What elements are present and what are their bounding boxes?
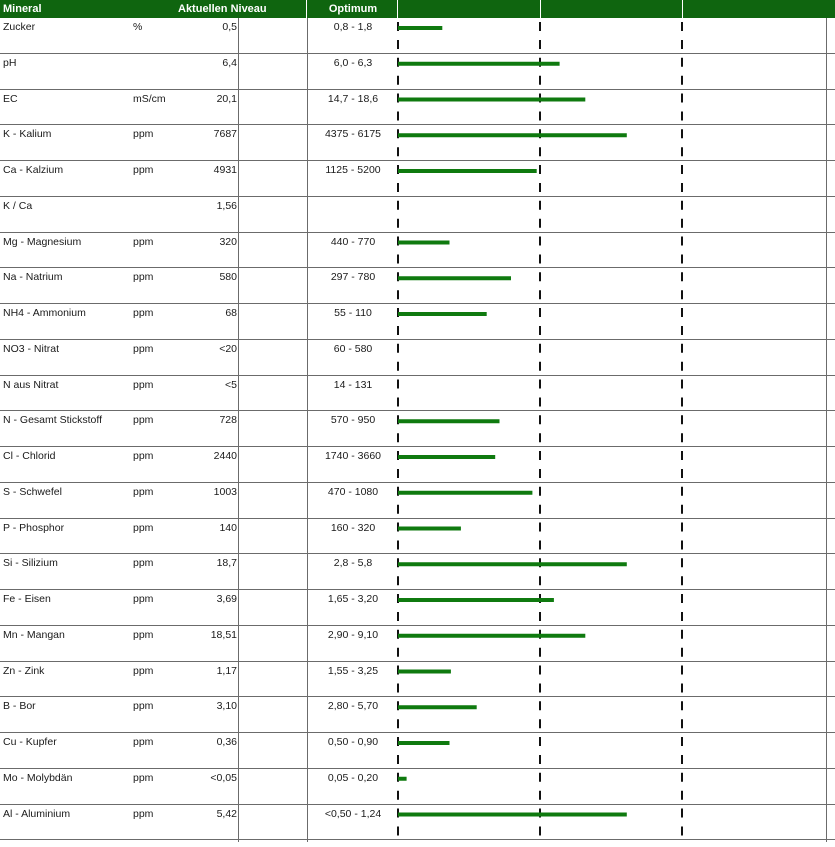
current-value: 6,4 <box>222 56 237 69</box>
mineral-name: Si - Silizium <box>3 557 58 570</box>
mineral-name: EC <box>3 92 18 105</box>
level-bar <box>398 813 627 817</box>
unit-label: mS/cm <box>133 92 166 105</box>
mineral-name: S - Schwefel <box>3 485 62 498</box>
optimum-range: 1740 - 3660 <box>324 450 382 462</box>
current-value: 18,7 <box>216 557 237 570</box>
level-bar <box>398 491 532 495</box>
unit-label: ppm <box>133 557 154 570</box>
current-value: 2440 <box>213 450 237 462</box>
unit-label: ppm <box>133 378 154 391</box>
current-value: <0,05 <box>210 771 237 784</box>
current-value: 1,17 <box>216 664 237 677</box>
level-bar <box>398 312 487 316</box>
unit-label: ppm <box>133 700 154 713</box>
level-bar <box>398 62 560 66</box>
level-bar <box>398 276 511 280</box>
optimum-range: 2,90 - 9,10 <box>327 628 379 641</box>
level-bar <box>398 527 461 531</box>
level-bar <box>398 455 495 459</box>
mineral-name: Zn - Zink <box>3 664 45 677</box>
mineral-name: K / Ca <box>3 199 33 212</box>
unit-label: ppm <box>133 628 154 641</box>
mineral-name: NH4 - Ammonium <box>3 307 86 319</box>
current-value: 0,5 <box>222 21 237 33</box>
mineral-name: Al - Aluminium <box>3 807 71 820</box>
level-bar <box>398 133 627 137</box>
optimum-range: 0,05 - 0,20 <box>327 771 379 784</box>
optimum-range: 60 - 580 <box>333 342 373 355</box>
level-bar <box>398 562 627 566</box>
level-bar <box>398 26 442 30</box>
level-bar <box>398 241 450 245</box>
optimum-range: 2,8 - 5,8 <box>333 557 373 570</box>
header-current-level: Aktuellen Niveau <box>178 3 267 15</box>
header-optimum: Optimum <box>328 3 378 15</box>
mineral-name: Cu - Kupfer <box>3 736 57 748</box>
current-value: 3,69 <box>216 593 237 605</box>
current-value: <5 <box>225 378 237 391</box>
level-bar <box>398 598 554 602</box>
optimum-range: 14,7 - 18,6 <box>327 92 379 105</box>
unit-label: ppm <box>133 593 154 605</box>
optimum-range: 55 - 110 <box>334 307 372 319</box>
unit-label: ppm <box>133 414 154 427</box>
unit-label: ppm <box>133 235 154 248</box>
mineral-name: N - Gesamt Stickstoff <box>3 414 102 427</box>
optimum-range: <0,50 - 1,24 <box>324 807 382 820</box>
optimum-range: 0,8 - 1,8 <box>333 21 373 33</box>
unit-label: ppm <box>133 128 154 141</box>
current-value: 4931 <box>213 164 237 176</box>
unit-label: ppm <box>133 771 154 784</box>
optimum-range: 297 - 780 <box>330 271 376 284</box>
unit-label: ppm <box>133 450 154 462</box>
unit-label: ppm <box>133 736 154 748</box>
current-value: 140 <box>219 521 237 534</box>
level-bar <box>398 705 477 709</box>
mineral-name: Mo - Molybdän <box>3 771 73 784</box>
optimum-range: 440 - 770 <box>330 235 376 248</box>
optimum-range: 470 - 1080 <box>327 485 379 498</box>
mineral-name: Mg - Magnesium <box>3 235 82 248</box>
optimum-range: 2,80 - 5,70 <box>327 700 379 713</box>
level-bar <box>398 98 585 102</box>
mineral-name: pH <box>3 56 17 69</box>
current-value: 20,1 <box>216 92 237 105</box>
mineral-name: Na - Natrium <box>3 271 63 284</box>
optimum-range: 1,55 - 3,25 <box>327 664 379 677</box>
current-value: 1,56 <box>216 199 237 212</box>
unit-label: ppm <box>133 485 154 498</box>
mineral-name: P - Phosphor <box>3 521 65 534</box>
current-value: 1003 <box>213 485 237 498</box>
mineral-name: NO3 - Nitrat <box>3 342 60 355</box>
optimum-range: 0,50 - 0,90 <box>327 736 379 748</box>
level-bar <box>398 419 500 423</box>
level-bar <box>398 169 537 173</box>
mineral-name: Cl - Chlorid <box>3 450 56 462</box>
mineral-name: B - Bor <box>3 700 36 713</box>
optimum-range: 570 - 950 <box>330 414 376 427</box>
level-bar <box>398 670 451 674</box>
current-value: <20 <box>219 342 237 355</box>
optimum-range: 4375 - 6175 <box>324 128 382 141</box>
current-value: 580 <box>219 271 237 284</box>
mineral-name: Zucker <box>3 21 36 33</box>
unit-label: ppm <box>133 342 154 355</box>
current-value: 7687 <box>213 128 237 141</box>
current-value: 5,42 <box>216 807 237 820</box>
mineral-name: Fe - Eisen <box>3 593 51 605</box>
current-value: 320 <box>219 235 237 248</box>
unit-label: % <box>133 21 143 33</box>
mineral-name: Ca - Kalzium <box>3 164 64 176</box>
unit-label: ppm <box>133 307 154 319</box>
level-bar <box>398 634 585 638</box>
optimum-range: 6,0 - 6,3 <box>333 56 373 69</box>
unit-label: ppm <box>133 271 154 284</box>
unit-label: ppm <box>133 664 154 677</box>
header-mineral: Mineral <box>3 3 42 15</box>
current-value: 728 <box>219 414 237 427</box>
optimum-range: 160 - 320 <box>330 521 376 534</box>
level-bar <box>398 741 450 745</box>
unit-label: ppm <box>133 807 154 820</box>
mineral-name: Mn - Mangan <box>3 628 65 641</box>
current-value: 18,51 <box>210 628 237 641</box>
unit-label: ppm <box>133 521 154 534</box>
current-value: 68 <box>225 307 237 319</box>
current-value: 3,10 <box>216 700 237 713</box>
unit-label: ppm <box>133 164 154 176</box>
mineral-name: N aus Nitrat <box>3 378 59 391</box>
optimum-range: 1125 - 5200 <box>325 164 381 176</box>
optimum-range: 14 - 131 <box>333 378 373 391</box>
optimum-range: 1,65 - 3,20 <box>327 593 379 605</box>
level-bar <box>398 777 407 781</box>
mineral-name: K - Kalium <box>3 128 52 141</box>
current-value: 0,36 <box>216 736 237 748</box>
